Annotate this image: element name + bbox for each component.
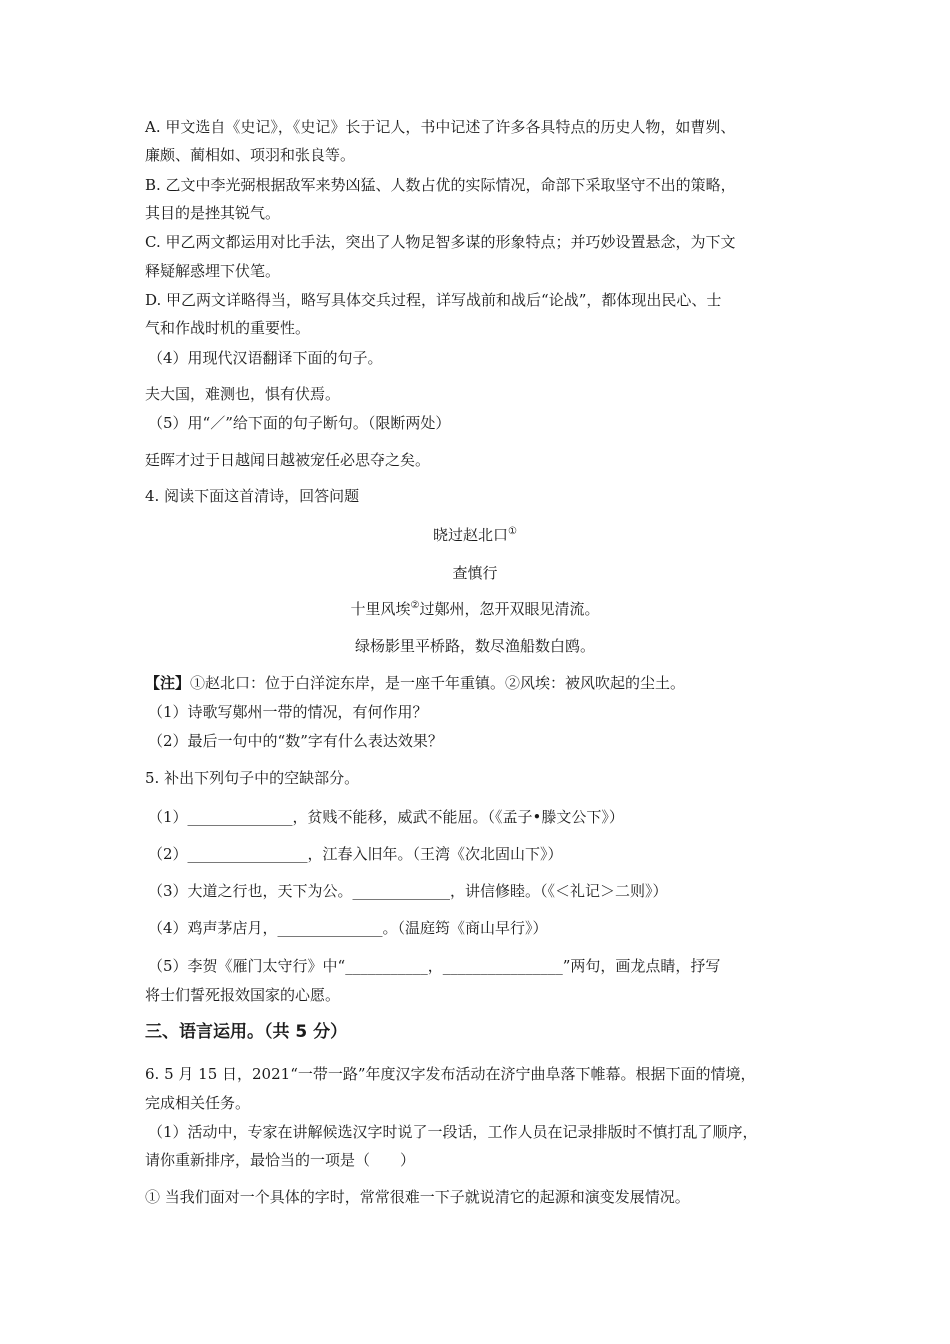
poem-title: [0, 525, 950, 545]
option-c-line-1: C. 甲乙两文都运用对比手法，突出了人物足智多谋的形象特点；并巧妙设置悬念，为下文: [145, 233, 736, 251]
option-b-line-1: B. 乙文中李光弼根据敌军来势凶猛、人数占优的实际情况，命部下采取坚守不出的策略，: [145, 176, 736, 194]
poem-line-1-footnote: ②: [410, 600, 420, 611]
q5-item-2: （2）________________，江春入旧年。（王湾《次北固山下》）: [148, 845, 563, 863]
poem-title-footnote: ①: [508, 526, 517, 537]
q3-sub5-sentence: 廷晖才过于日越闻日越被宠任必思夺之矣。: [145, 451, 431, 469]
q4-sub1: （1）诗歌写鄚州一带的情况，有何作用？: [148, 703, 428, 721]
q4-sub2: （2）最后一句中的“数”字有什么表达效果？: [148, 732, 443, 750]
q3-sub5: （5）用“／”给下面的句子断句。（限断两处）: [148, 414, 451, 432]
q5-item-5: （5）李贺《雁门太守行》中“___________，________________”两句，画龙点睛，抒写: [148, 957, 721, 975]
option-a-line-1: A. 甲文选自《史记》，《史记》长于记人，书中记述了许多各具特点的历史人物，如曹刿、: [145, 118, 736, 136]
q6-sub1-line-2: 请你重新排序，最恰当的一项是（ ）: [145, 1151, 416, 1169]
poem-title-text: 晓过赵北口: [433, 526, 509, 544]
q6-sub1-line-1: （1）活动中，专家在讲解候选汉字时说了一段话，工作人员在记录排版时不慎打乱了顺序，: [148, 1123, 758, 1141]
q6-item-1: ① 当我们面对一个具体的字时，常常很难一下子就说清它的起源和演变发展情况。: [145, 1188, 690, 1206]
poem-line-1: [0, 599, 950, 619]
option-d-line-2: 气和作战时机的重要性。: [145, 319, 311, 337]
q6-stem-line-2: 完成相关任务。: [145, 1094, 251, 1112]
q6-stem-line-1: 6. 5 月 15 日，2021“一带一路”年度汉字发布活动在济宁曲阜落下帷幕。根据下面的情境，: [145, 1065, 756, 1083]
poem-line-1-a: 十里风埃: [350, 600, 411, 618]
poem-line-2: 绿杨影里平桥路，数尽渔船数白鸥。: [354, 637, 595, 655]
q5-item-1: （1）______________，贫贱不能移，威武不能屈。（《孟子•滕文公下》）: [148, 808, 624, 826]
q5-item-5-cont: 将士们誓死报效国家的心愿。: [145, 986, 341, 1004]
poem-author: 查慎行: [452, 564, 498, 582]
q3-sub4: （4）用现代汉语翻译下面的句子。: [148, 349, 383, 367]
q5-item-3: （3）大道之行也，天下为公。_____________，讲信修睦。（《＜礼记＞二则》）: [148, 882, 668, 900]
q5-stem: 5. 补出下列句子中的空缺部分。: [145, 769, 360, 787]
option-d-line-1: D. 甲乙两文详略得当，略写具体交兵过程，详写战前和战后“论战”，都体现出民心、士: [145, 291, 722, 309]
q5-item-4: （4）鸡声茅店月，______________。（温庭筠《商山早行》）: [148, 919, 548, 937]
note-text: ①赵北口：位于白洋淀东岸，是一座千年重镇。②风埃：被风吹起的尘土。: [190, 674, 686, 692]
option-c-line-2: 释疑解惑埋下伏笔。: [145, 262, 281, 280]
option-b-line-2: 其目的是挫其锐气。: [145, 204, 281, 222]
q4-stem: 4. 阅读下面这首清诗，回答问题: [145, 487, 360, 505]
option-a-line-2: 廉颇、蔺相如、项羽和张良等。: [145, 146, 356, 164]
poem-note: [145, 673, 685, 693]
poem-line-1-b: 过鄚州，忽开双眼见清流。: [419, 600, 600, 618]
section-3-heading: 三、语言运用。（共 5 分）: [145, 1022, 348, 1042]
note-label: 【注】: [145, 674, 191, 692]
q3-sub4-sentence: 夫大国，难测也，惧有伏焉。: [145, 385, 341, 403]
